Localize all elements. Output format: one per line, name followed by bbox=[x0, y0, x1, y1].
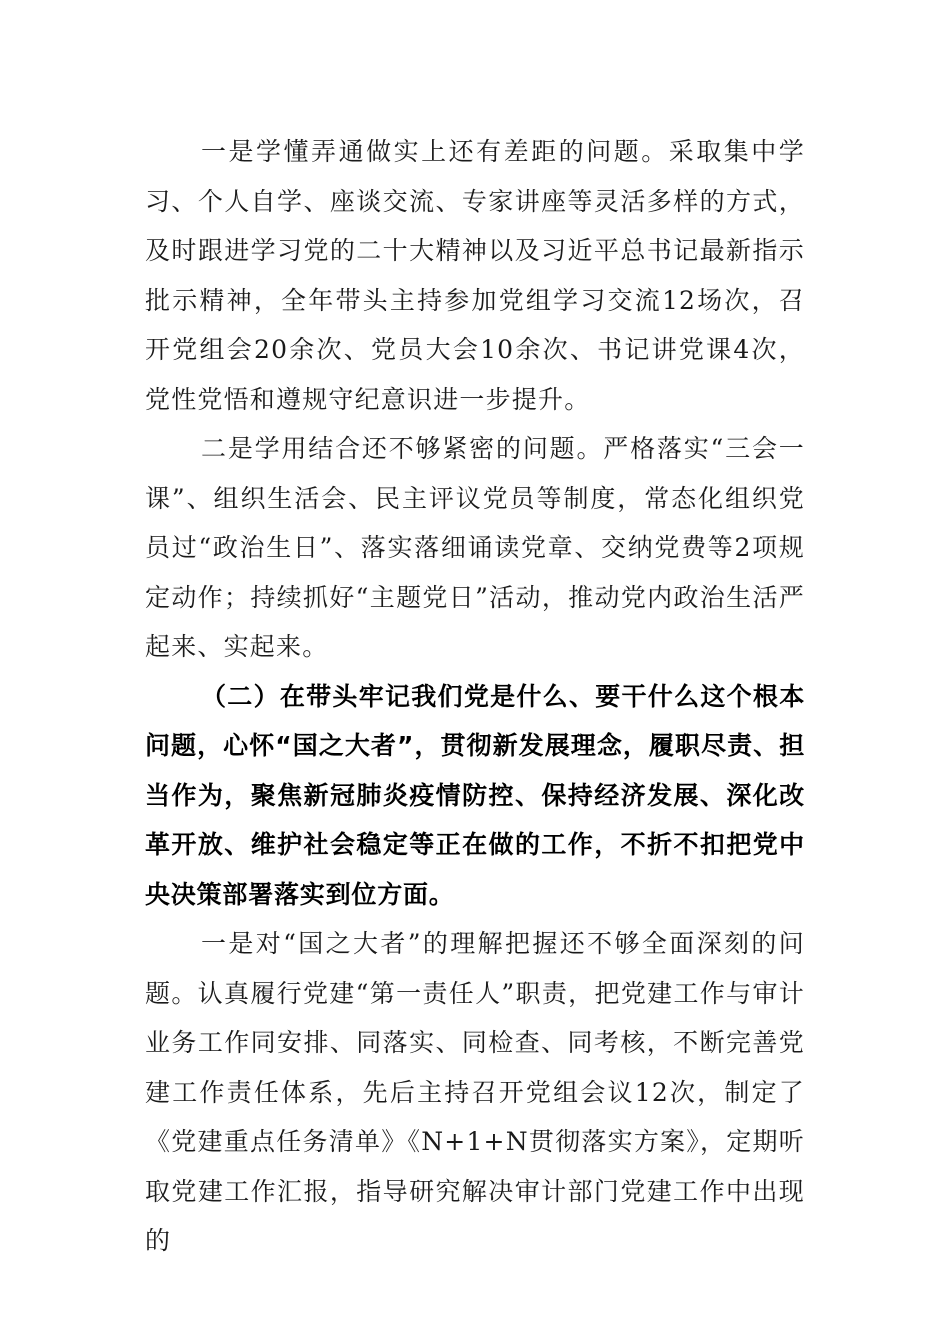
section-heading-2: （二）在带头牢记我们党是什么、要干什么这个根本问题，心怀“国之大者”，贯彻新发展理念，履职尽责、担当作为，聚焦新冠肺炎疫情防控、保持经济发展、深化改革开放、维护社会稳定等正在做的工作，不折不扣把党中央决策部署落实到位方面。 bbox=[145, 681, 805, 909]
paragraph-study-gap: 一是学懂弄通做实上还有差距的问题。采取集中学习、个人自学、座谈交流、专家讲座等灵活多样的方式，及时跟进学习党的二十大精神以及习近平总书记最新指示批示精神，全年带头主持参加党组学习交流12场次，召开党组会20余次、党员大会10余次、书记讲党课4次，党性党悟和遵规守纪意识进一步提升。 bbox=[145, 137, 805, 414]
paragraph-study-application: 二是学用结合还不够紧密的问题。严格落实“三会一课”、组织生活会、民主评议党员等制度，常态化组织党员过“政治生日”、落实落细诵读党章、交纳党费等2项规定动作；持续抓好“主题党日”活动，推动党内政治生活严起来、实起来。 bbox=[145, 434, 805, 661]
document-body bbox=[145, 127, 805, 1266]
paragraph-national-priorities: 一是对“国之大者”的理解把握还不够全面深刻的问题。认真履行党建“第一责任人”职责，把党建工作与审计业务工作同安排、同落实、同检查、同考核，不断完善党建工作责任体系，先后主持召开党组会议12次，制定了《党建重点任务清单》《N+1+N贯彻落实方案》，定期听取党建工作汇报，指导研究解决审计部门党建工作中出现的 bbox=[145, 929, 805, 1255]
